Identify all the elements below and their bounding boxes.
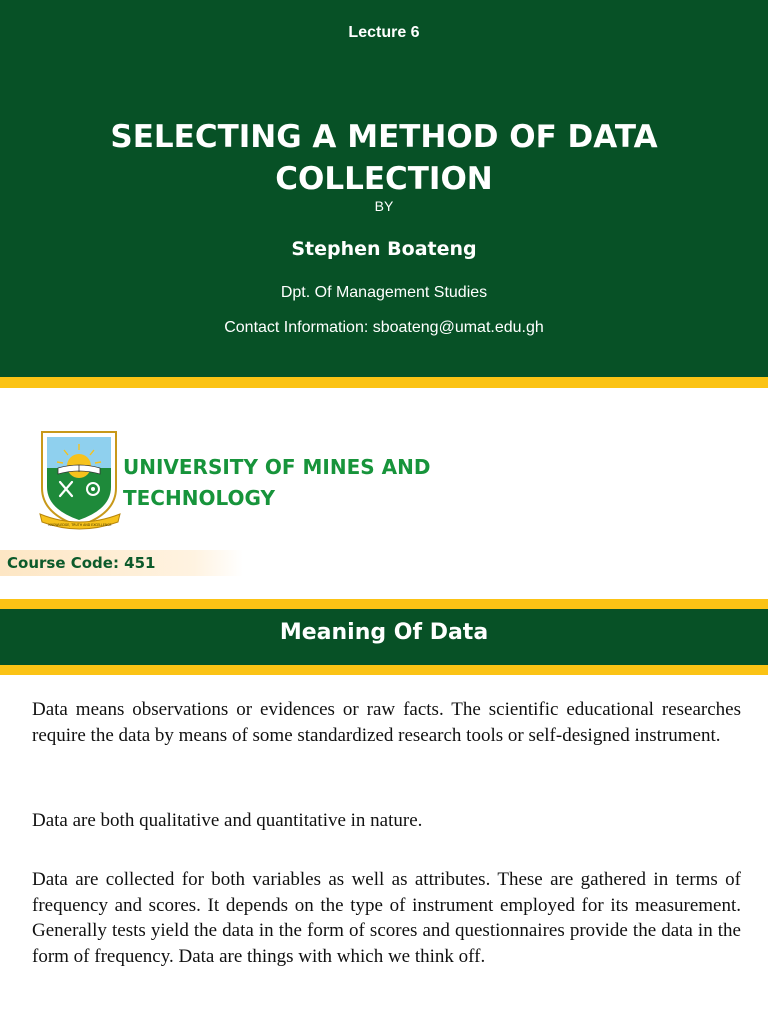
gold-divider-lower xyxy=(0,665,768,675)
body-paragraph: Data are collected for both variables as well as attributes. These are gathered in terms of frequency and scores. It depends on the type of instrument employed for its measurement. Generally tests yield the data in the form of scores and questionnaires provide the data in the form of frequency. Data are things with which we think off. xyxy=(32,869,741,967)
crest-motto: KNOWLEDGE, TRUTH AND EXCELLENCE xyxy=(48,523,112,527)
gold-divider-top xyxy=(0,377,768,388)
contact-info: Contact Information: sboateng@umat.edu.gh xyxy=(224,319,544,336)
course-code-badge xyxy=(0,550,243,576)
university-name xyxy=(123,452,430,514)
title-header xyxy=(0,0,768,377)
gold-divider-upper xyxy=(0,599,768,609)
lecture-number: Lecture 6 xyxy=(348,24,420,41)
course-code: Course Code: 451 xyxy=(7,554,156,572)
body-paragraph: Data means observations or evidences or raw facts. The scientific educational researches require the data by means of some standardized research tools or self-designed instrument. xyxy=(32,699,741,746)
university-name-line2: TECHNOLOGY xyxy=(123,486,275,510)
body-paragraph: Data are both qualitative and quantitative in nature. xyxy=(32,810,423,831)
university-name-line1: UNIVERSITY OF MINES AND xyxy=(123,455,431,479)
author-name: Stephen Boateng xyxy=(291,238,477,260)
lecture-title: SELECTING A METHOD OF DATA COLLECTION xyxy=(110,119,658,197)
department: Dpt. Of Management Studies xyxy=(280,284,488,301)
by-label: BY xyxy=(374,198,394,214)
section-title: Meaning Of Data xyxy=(279,620,489,645)
university-crest-icon xyxy=(38,430,122,534)
